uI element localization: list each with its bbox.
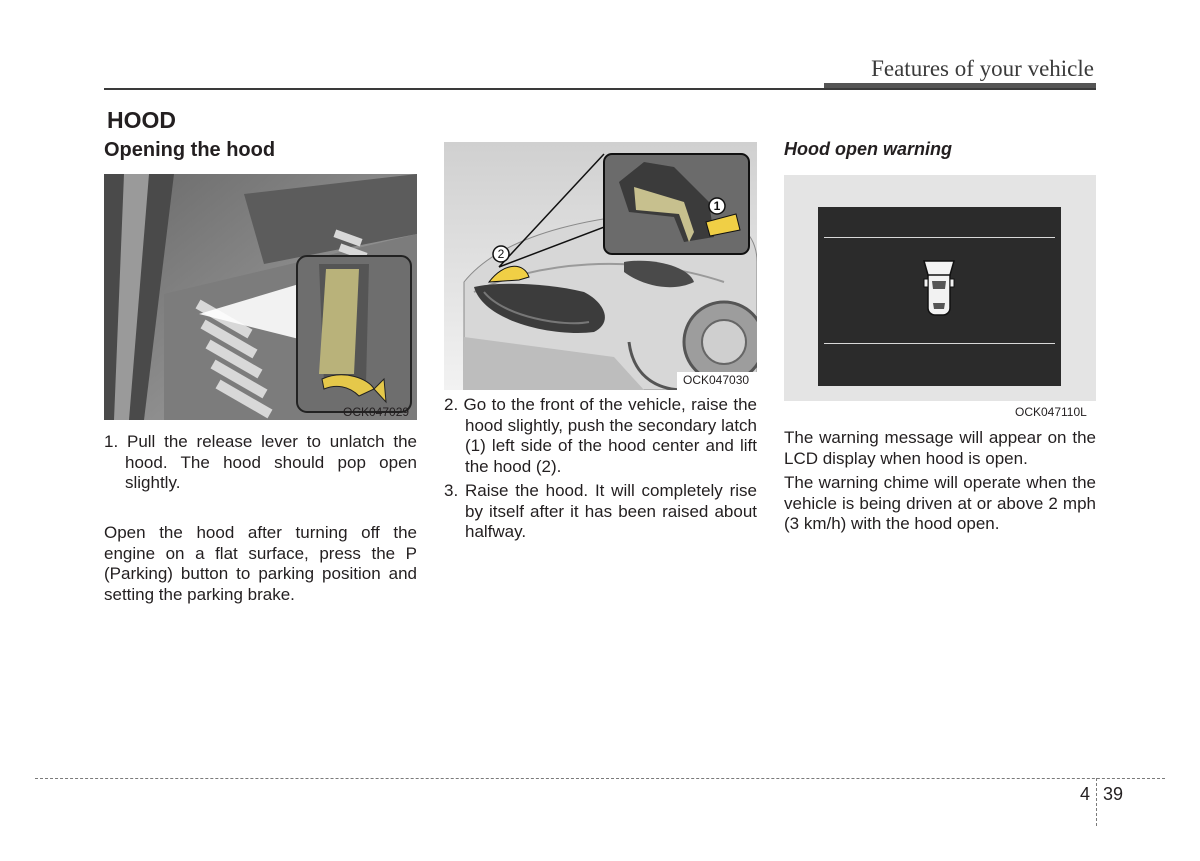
- figure-code-2: OCK047030: [683, 373, 750, 387]
- lcd-screen: [818, 207, 1061, 386]
- warning-paragraph-1: The warning message will appear on the LCD display when hood is open.: [784, 428, 1096, 468]
- callout-1: 1: [713, 199, 721, 213]
- lcd-top-line: [824, 237, 1055, 238]
- running-header: Features of your vehicle: [871, 56, 1094, 81]
- footer-rule: [35, 778, 1165, 779]
- header-rule: [104, 88, 1096, 90]
- step-1: 1. Pull the release lever to unlatch the hood. The hood should pop open slightly.: [104, 432, 417, 492]
- car-front-illustration: [444, 142, 757, 390]
- callout-2: 2: [497, 247, 505, 261]
- subsection-title: Opening the hood: [104, 139, 276, 161]
- figure-code-3: OCK047110L: [1015, 405, 1087, 419]
- warning-paragraph-2: The warning chime will operate when the vehicle is being driven at or above 2 mph (3 km/h) with the hood open.: [784, 473, 1096, 533]
- lcd-warning-figure: [784, 175, 1096, 419]
- section-title: HOOD: [107, 107, 176, 133]
- chapter-number: 4: [1080, 784, 1091, 804]
- page-number: 39: [1103, 784, 1124, 804]
- hood-latch-figure: [444, 142, 757, 390]
- figure-code-1: OCK047029: [343, 405, 410, 419]
- step-2: 2. Go to the front of the vehicle, raise the hood slightly, push the secondary latch (1) left side of the hood center and lift the hood (2).: [444, 395, 757, 476]
- page-divider: [1096, 778, 1097, 826]
- step-3: 3. Raise the hood. It will completely rise by itself after it has been raised about halfway.: [444, 481, 757, 541]
- release-lever-illustration: [104, 174, 417, 420]
- release-lever-figure: [104, 174, 417, 420]
- paragraph-parking: Open the hood after turning off the engine on a flat surface, press the P (Parking) button to parking position and setting the parking brake.: [104, 523, 417, 604]
- lcd-bottom-line: [824, 343, 1055, 344]
- warning-subtitle: Hood open warning: [784, 139, 952, 159]
- car-top-view-icon: [922, 259, 956, 317]
